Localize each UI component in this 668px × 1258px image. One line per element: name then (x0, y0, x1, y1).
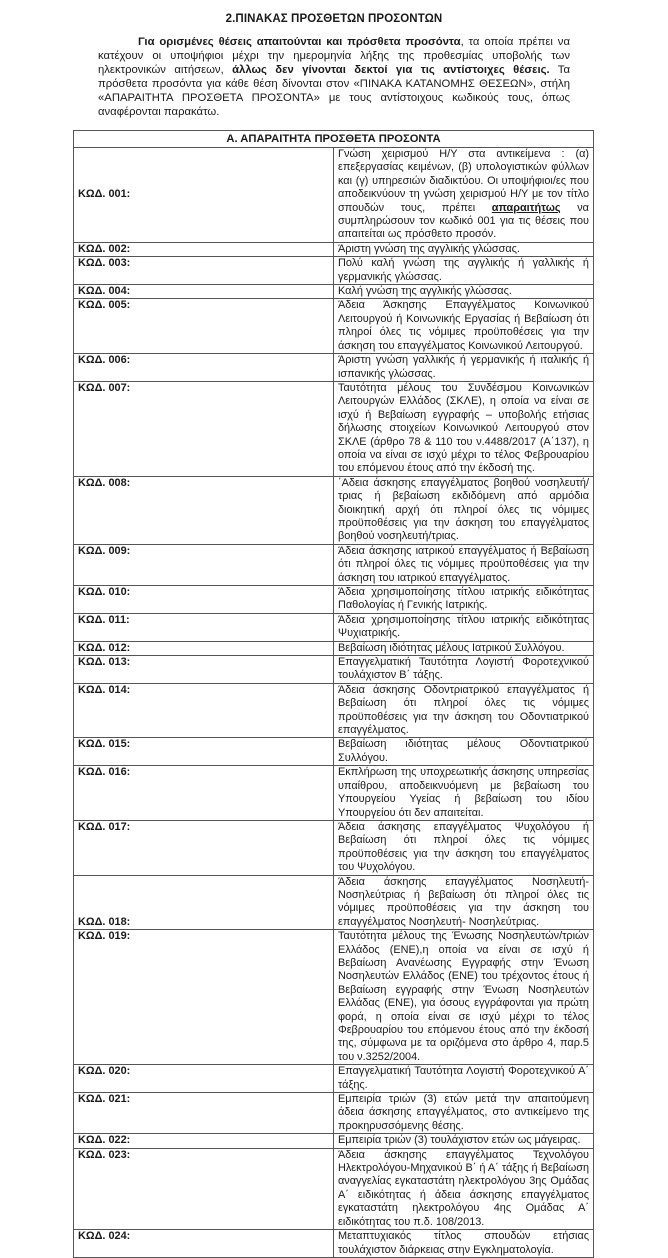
row-description (334, 148, 594, 243)
table-row (74, 641, 594, 655)
table-row (74, 613, 594, 641)
table-row (74, 875, 594, 930)
table-row (74, 1093, 594, 1134)
table-row (74, 1065, 594, 1093)
row-description: Άδεια χρησιμοποίησης τίτλου ιατρικής ειδικότητας Ψυχιατρικής. (334, 613, 594, 641)
row-description: Μεταπτυχιακός τίτλος σπουδών ετήσιας τουλάχιστον διάρκειας στην Εγκληματολογία. (334, 1230, 594, 1258)
row-text-b: να συμπληρώσουν τον κωδικό 001 για τις θέσεις που απαιτείται ως πρόσθετο προσόν. (338, 201, 589, 241)
row-code: ΚΩΔ. 007: (74, 381, 334, 476)
row-code: ΚΩΔ. 023: (74, 1148, 334, 1229)
row-description: Καλή γνώση της αγγλικής γλώσσας. (334, 285, 594, 299)
requirements-table (73, 130, 594, 1258)
row-code: ΚΩΔ. 005: (74, 299, 334, 354)
row-description: Εμπειρία τριών (3) τουλάχιστον ετών ως μάγειρας. (334, 1134, 594, 1148)
row-description: Άδεια άσκησης επαγγέλματος Τεχνολόγου Ηλεκτρολόγου-Μηχανικού Β΄ ή Α΄ τάξης ή Βεβαίωση αναγγελίας εγκαταστάτη ηλεκτρολόγου 3ης Ομάδας Α΄ ειδικότητας ή άδεια άσκησης επαγγέλματος εγκαταστάτη ηλεκτρολόγου 4ης Ομάδας Α΄ ειδικότητας του π.δ. 108/2013. (334, 1148, 594, 1229)
table-row (74, 299, 594, 354)
table-row (74, 820, 594, 875)
table-row (74, 354, 594, 382)
row-code: ΚΩΔ. 012: (74, 641, 334, 655)
row-description: Ταυτότητα μέλους του Συνδέσμου Κοινωνικών Λειτουργών Ελλάδος (ΣΚΛΕ), η οποία να είναι σε ισχύ ή Βεβαίωση εγγραφής – υποβολής ετήσιας δήλωσης στοιχείων Κοινωνικού Λειτουργού στον ΣΚΛΕ (άρθρο 78 & 110 του ν.4488/2017 (Α΄137), η οποία να είναι σε ισχύ μέχρι το τέλος Φεβρουαρίου του επόμενου έτους από την έκδοσή της. (334, 381, 594, 476)
row-description: Ταυτότητα μέλους της Ένωσης Νοσηλευτών/τριών Ελλάδος (ΕΝΕ),η οποία να είναι σε ισχύ ή Βεβαίωση Ανανέωσης Εγγραφής στην Ένωση Νοσηλευτών Ελλάδος (ΕΝΕ) του τρέχοντος έτους ή Βεβαίωση εγγραφής στην Ένωση Νοσηλευτών Ελλάδας (ΕΝΕ), για όσους εγγράφονται για πρώτη φορά, η οποία είναι σε ισχύ μέχρι το τέλος Φεβρουαρίου του επόμενου έτους από την έκδοσή της, σύμφωνα με τα οριζόμενα στο άρθρο 4, παρ.5 του ν.3252/2004. (334, 930, 594, 1065)
row-code: ΚΩΔ. 022: (74, 1134, 334, 1148)
table-row (74, 766, 594, 821)
row-description: Επαγγελματική Ταυτότητα Λογιστή Φοροτεχνικού τουλάχιστον Β΄ τάξης. (334, 656, 594, 684)
row-code: ΚΩΔ. 024: (74, 1230, 334, 1258)
row-code: ΚΩΔ. 020: (74, 1065, 334, 1093)
table-row (74, 476, 594, 544)
table-row (74, 148, 594, 243)
row-description: Άριστη γνώση της αγγλικής γλώσσας. (334, 242, 594, 256)
row-text-underlined: απαραιτήτως (491, 201, 561, 214)
intro-bold-3: άλλως δεν γίνονται δεκτοί για τις αντίστοιχες θέσεις. (232, 64, 550, 76)
row-code: ΚΩΔ. 021: (74, 1093, 334, 1134)
table-row (74, 586, 594, 614)
row-description: ΄Αδεια άσκησης επαγγέλματος βοηθού νοσηλευτή/τριας ή βεβαίωση εκδιδόμενη από αρμόδια διοικητική αρχή ότι πληροί όλες τις νόμιμες προϋποθέσεις για την άσκηση του επαγγέλματος βοηθού νοσηλευτή/τριας. (334, 476, 594, 544)
table-row (74, 544, 594, 585)
table-row (74, 242, 594, 256)
table-row (74, 930, 594, 1065)
table-row (74, 381, 594, 476)
row-code: ΚΩΔ. 014: (74, 683, 334, 738)
row-description: Άδεια Άσκησης Επαγγέλματος Κοινωνικού Λειτουργού ή Κοινωνικής Εργασίας ή Βεβαίωση ότι πληροί όλες τις νόμιμες προϋποθέσεις για την άσκηση του επαγγέλματος Κοινωνικού Λειτουργού. (334, 299, 594, 354)
row-description: Πολύ καλή γνώση της αγγλικής ή γαλλικής ή γερμανικής γλώσσας. (334, 257, 594, 285)
table-row (74, 683, 594, 738)
row-code: ΚΩΔ. 010: (74, 586, 334, 614)
row-code: ΚΩΔ. 008: (74, 476, 334, 544)
table-header: Α. ΑΠΑΡΑΙΤΗΤΑ ΠΡΟΣΘΕΤΑ ΠΡΟΣΟΝΤΑ (74, 131, 594, 148)
row-description: Εκπλήρωση της υποχρεωτικής άσκησης υπηρεσίας υπαίθρου, αποδεικνυόμενη με βεβαίωση του Υπουργείου Υγείας ή βεβαίωση του ιδίου Υπουργείου ότι δεν απαιτείται. (334, 766, 594, 821)
table-row (74, 738, 594, 766)
table-row (74, 1148, 594, 1229)
row-description: Άδεια άσκησης ιατρικού επαγγέλματος ή Βεβαίωση ότι πληροί όλες τις νόμιμες προϋποθέσεις για την άσκηση του ιατρικού επαγγέλματος. (334, 544, 594, 585)
row-code: ΚΩΔ. 004: (74, 285, 334, 299)
row-description: Εμπειρία τριών (3) ετών μετά την απαιτούμενη άδεια άσκησης επαγγέλματος, στο αντικείμενο της προκηρυσσόμενης θέσης. (334, 1093, 594, 1134)
table-row (74, 1230, 594, 1258)
row-text-a: Γνώση χειρισμού Η/Υ στα αντικείμενα : (α) επεξεργασίας κειμένων, (β) υπολογιστικών φύλλων και (γ) υπηρεσιών διαδικτύου. Οι υποψήφιοι/ες που αποδεικνύουν τη γνώση χειρισμού Η/Υ με τον τίτλο σπουδών τους, πρέπει (338, 148, 589, 214)
row-description: Άδεια άσκησης επαγγέλματος Ψυχολόγου ή Βεβαίωση ότι πληροί όλες τις νόμιμες προϋποθέσεις για την άσκηση του επαγγέλματος του Ψυχολόγου. (334, 820, 594, 875)
row-code: ΚΩΔ. 011: (74, 613, 334, 641)
table-row (74, 285, 594, 299)
row-code: ΚΩΔ. 002: (74, 242, 334, 256)
row-description: Άδεια χρησιμοποίησης τίτλου ιατρικής ειδικότητας Παθολογίας ή Γενικής Ιατρικής. (334, 586, 594, 614)
row-code: ΚΩΔ. 017: (74, 820, 334, 875)
row-code: ΚΩΔ. 009: (74, 544, 334, 585)
row-code: ΚΩΔ. 015: (74, 738, 334, 766)
row-code: ΚΩΔ. 018: (74, 875, 334, 930)
table-row (74, 656, 594, 684)
row-description: Άριστη γνώση γαλλικής ή γερμανικής ή ιταλικής ή ισπανικής γλώσσας. (334, 354, 594, 382)
row-description: Βεβαίωση ιδιότητας μέλους Ιατρικού Συλλόγου. (334, 641, 594, 655)
row-code: ΚΩΔ. 013: (74, 656, 334, 684)
intro-paragraph (98, 35, 570, 119)
row-description: Άδεια άσκησης Οδοντριατρικού επαγγέλματος ή Βεβαίωση ότι πληροί όλες τις νόμιμες προϋποθέσεις για την άσκηση του Οδοντιατρικού επαγγέλματος. (334, 683, 594, 738)
table-header-row (74, 131, 594, 148)
row-description: Άδεια άσκησης επαγγέλματος Νοσηλευτή- Νοσηλεύτριας ή βεβαίωση ότι πληροί όλες τις νόμιμες προϋποθέσεις για την άσκηση του επαγγέλματος Νοσηλευτή- Νοσηλεύτριας. (334, 875, 594, 930)
row-code: ΚΩΔ. 003: (74, 257, 334, 285)
row-description: Βεβαίωση ιδιότητας μέλους Οδοντιατρικού Συλλόγου. (334, 738, 594, 766)
row-code: ΚΩΔ. 019: (74, 930, 334, 1065)
row-description: Επαγγελματική Ταυτότητα Λογιστή Φοροτεχνικού Α΄ τάξης. (334, 1065, 594, 1093)
intro-text-2: , τα οποία πρέπει να κατέχουν οι υποψήφιοι μέχρι την ημερομηνία λήξης της προθεσμίας υποβολής των ηλεκτρονικών αιτήσεων, (98, 36, 570, 76)
table-row (74, 1134, 594, 1148)
row-code: ΚΩΔ. 001: (74, 148, 334, 243)
table-row (74, 257, 594, 285)
row-code: ΚΩΔ. 016: (74, 766, 334, 821)
row-code: ΚΩΔ. 006: (74, 354, 334, 382)
intro-bold-1: Για ορισμένες θέσεις απαιτούνται και πρόσθετα προσόντα (138, 36, 461, 48)
page-title: 2.ΠΙΝΑΚΑΣ ΠΡΟΣΘΕΤΩΝ ΠΡΟΣΟΝΤΩΝ (225, 13, 443, 25)
intro-text-4: Τα πρόσθετα προσόντα για κάθε θέση δίνονται στον «ΠΙΝΑΚΑ ΚΑΤΑΝΟΜΗΣ ΘΕΣΕΩΝ», στήλη «ΑΠΑΡΑΙΤΗΤΑ ΠΡΟΣΘΕΤΑ ΠΡΟΣΟΝΤΑ» με τους αντίστοιχους κωδικούς τους, όπως αναφέρονται παρακάτω. (98, 64, 571, 118)
